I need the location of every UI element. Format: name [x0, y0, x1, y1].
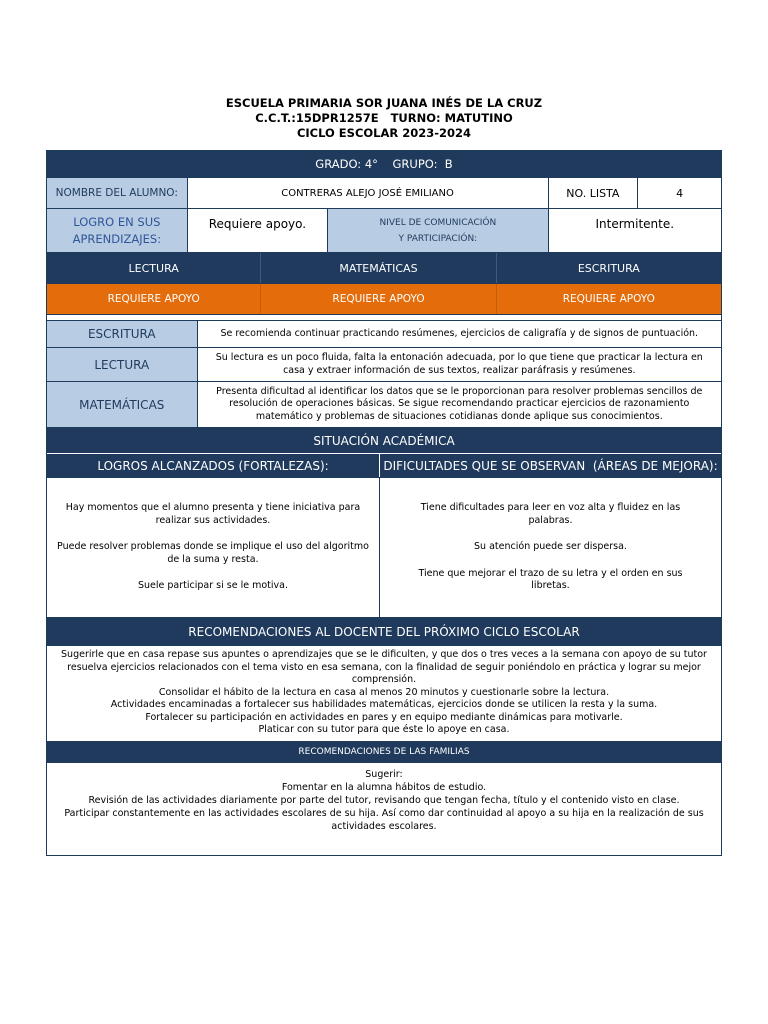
- teacher-rec-line: Sugerirle que en casa repase sus apuntes o aprendizajes que se le dificulten, y que dos o tres veces a la semana con apoyo de su tutor resuelva ejercicios relacionados con el tema visto en esa semana, con la finalidad de seguir poniéndolo en práctica y lograr su mejor comprensión.: [61, 649, 707, 685]
- family-rec-line: Sugerir:: [365, 768, 403, 780]
- teacher-rec-line: Platicar con su tutor para que éste lo apoye en casa.: [258, 724, 510, 735]
- school-cycle: CICLO ESCOLAR 2023-2024: [296, 126, 472, 140]
- communication-value: Intermitente.: [548, 209, 721, 252]
- improvements-list: [379, 478, 721, 617]
- logro-value: Requiere apoyo.: [187, 209, 328, 252]
- school-cct-shift: C.C.T.:15DPR1257E TURNO: MATUTINO: [255, 111, 513, 125]
- strength-item: Hay momentos que el alumno presenta y tiene iniciativa para realizar sus actividades.: [65, 502, 361, 526]
- report-card: [46, 150, 722, 856]
- achievement-row: [47, 208, 721, 252]
- comment-label-matematicas: MATEMÁTICAS: [47, 382, 197, 427]
- comment-label-lectura: LECTURA: [47, 348, 197, 381]
- strength-item: Puede resolver problemas donde se implique el uso del algoritmo de la suma y resta.: [57, 541, 369, 565]
- teacher-rec-line: Actividades encaminadas a fortalecer sus habilidades matemáticas, ejercicios donde se utilicen la resta y la suma.: [110, 699, 658, 710]
- improvement-item: Tiene que mejorar el trazo de su letra y el orden en sus libretas.: [418, 567, 683, 592]
- family-rec-line: Revisión de las actividades diariamente por parte del tutor, revisando que tengan fecha, título y el contenido visto en clase.: [88, 794, 680, 806]
- level-escritura: REQUIERE APOYO: [496, 284, 721, 314]
- subject-header-lectura: LECTURA: [128, 261, 179, 275]
- list-number-label: NO. LISTA: [548, 178, 638, 208]
- school-name: ESCUELA PRIMARIA SOR JUANA INÉS DE LA CRUZ: [225, 96, 543, 110]
- subject-header-matematicas: MATEMÁTICAS: [260, 253, 495, 283]
- level-matematicas: REQUIERE APOYO: [260, 284, 495, 314]
- student-name-value: CONTRERAS ALEJO JOSÉ EMILIANO: [187, 178, 548, 208]
- comment-row-matematicas: [47, 381, 721, 427]
- communication-label-line2: Y PARTICIPACIÓN:: [398, 233, 478, 244]
- situation-body-row: [47, 477, 721, 617]
- teacher-recs-body: [47, 645, 721, 741]
- improvement-item: Su atención puede ser dispersa.: [474, 541, 627, 553]
- family-recs-title: RECOMENDACIONES DE LAS FAMILIAS: [298, 746, 470, 757]
- document-header: [0, 96, 768, 141]
- list-number-value: 4: [637, 178, 721, 208]
- strengths-list: [47, 478, 379, 617]
- subjects-header-row: [47, 252, 721, 283]
- improvements-header: DIFICULTADES QUE SE OBSERVAN (ÁREAS DE MEJORA):: [379, 454, 721, 477]
- strengths-header: LOGROS ALCANZADOS (FORTALEZAS):: [97, 458, 329, 473]
- family-rec-line: Participar constantemente en las actividades escolares de su hija. Así como dar continuidad al apoyo a su hija en la realización de sus actividades escolares.: [64, 807, 704, 832]
- subject-header-escritura: ESCRITURA: [496, 253, 721, 283]
- comment-row-escritura: [47, 320, 721, 347]
- grade-group: GRADO: 4° GRUPO: B: [315, 157, 453, 171]
- situation-title-row: [47, 427, 721, 453]
- level-lectura: REQUIERE APOYO: [107, 293, 200, 305]
- teacher-recs-title-row: [47, 617, 721, 645]
- teacher-recs-title: RECOMENDACIONES AL DOCENTE DEL PRÓXIMO CICLO ESCOLAR: [188, 624, 580, 639]
- logro-label: LOGRO EN SUS APRENDIZAJES:: [47, 209, 187, 252]
- comment-text-matematicas: Presenta dificultad al identificar los datos que se le proporcionan para resolver problemas sencillos de resolución de operaciones básicas. Se sigue recomendando practicar ejercicios de razonamiento matemático y problemas de situaciones cotidianas donde aplique sus conocimientos.: [197, 382, 721, 427]
- family-recs-body: [47, 762, 721, 855]
- family-rec-line: Fomentar en la alumna hábitos de estudio.: [281, 781, 487, 793]
- teacher-rec-line: Consolidar el hábito de la lectura en casa al menos 20 minutos y cuestionarle sobre la lectura.: [158, 686, 610, 698]
- grade-row: [47, 151, 721, 177]
- student-name-label: NOMBRE DEL ALUMNO:: [47, 178, 187, 208]
- comment-label-escritura: ESCRITURA: [47, 321, 197, 347]
- student-row: [47, 177, 721, 208]
- family-recs-title-row: [47, 741, 721, 762]
- comment-row-lectura: [47, 347, 721, 381]
- situation-title: SITUACIÓN ACADÉMICA: [313, 433, 455, 448]
- teacher-rec-line: Fortalecer su participación en actividades en pares y en equipo mediante dinámicas para motivarle.: [145, 711, 623, 723]
- comment-text-escritura: Se recomienda continuar practicando resúmenes, ejercicios de caligrafía y de signos de puntuación.: [197, 321, 721, 347]
- comment-text-lectura: Su lectura es un poco fluida, falta la entonación adecuada, por lo que tiene que practicar la lectura en casa y extraer información de sus textos, realizar paráfrasis y resúmenes.: [197, 348, 721, 381]
- strength-item: Suele participar si se le motiva.: [137, 580, 288, 592]
- subjects-level-row: [47, 283, 721, 314]
- situation-headers-row: [47, 453, 721, 477]
- improvement-item: Tiene dificultades para leer en voz alta y fluidez en las palabras.: [420, 502, 681, 526]
- communication-label: [327, 209, 547, 252]
- communication-label-line1: NIVEL DE COMUNICACIÓN: [379, 217, 497, 228]
